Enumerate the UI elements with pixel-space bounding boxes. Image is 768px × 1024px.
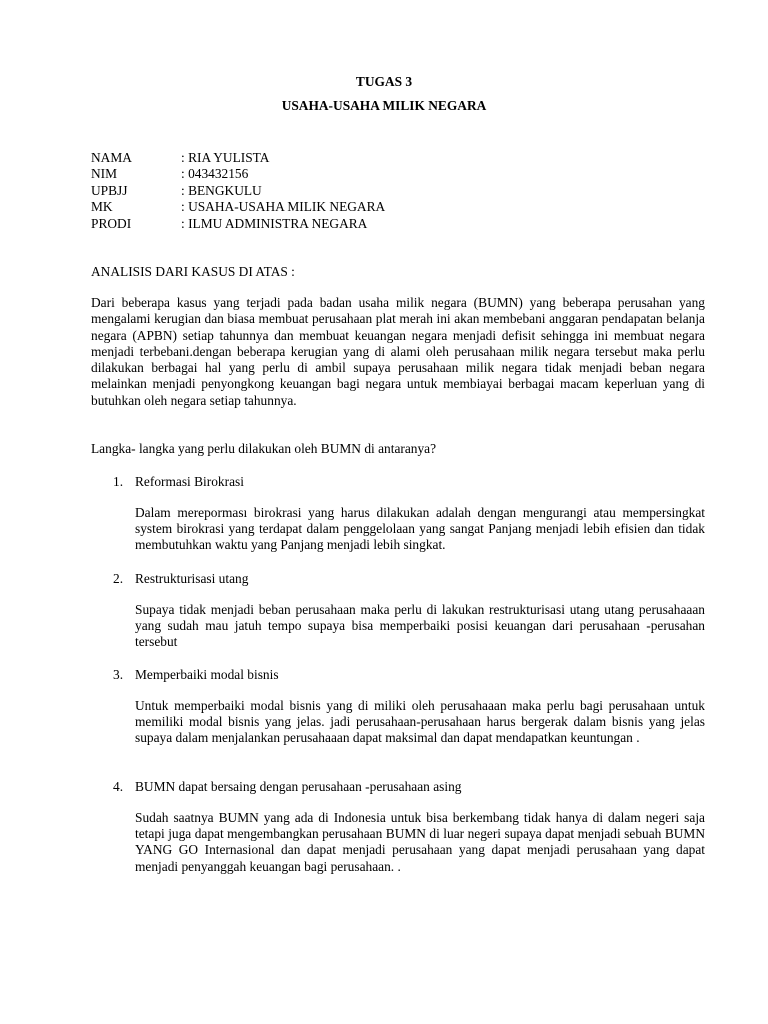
list-item-text-4: Sudah saatnya BUMN yang ada di Indonesia untuk bisa berkembang tidak hanya di dalam negeri saja tetapi juga dapat mengembangkan perusahaan BUMN di luar negeri supaya dapat menjadi sebuah BUMN YANG GO Internasional dan dapat menjadi perusahaan yang dapat menjadi perusahaan yang dapat menjadi penyanggah keuangan bagi perusahaan. . bbox=[135, 810, 705, 874]
list-item-text-2: Supaya tidak menjadi beban perusahaan maka perlu di lakukan restrukturisasi utang utang perusahaaan yang sudah mau jatuh tempo supaya bisa memperbaiki posisi keuangan dari perusahaan -perusahan tersebut bbox=[135, 602, 705, 650]
list-number: 4. bbox=[113, 779, 124, 794]
list-item-heading-4 bbox=[113, 779, 461, 795]
identity-row-nim bbox=[91, 166, 385, 182]
identity-label: MK bbox=[91, 199, 113, 215]
list-item-heading-1 bbox=[113, 474, 244, 490]
identity-value: : BENGKULU bbox=[181, 182, 262, 198]
list-item-heading-3 bbox=[113, 667, 279, 683]
list-number: 3. bbox=[113, 667, 124, 682]
identity-value: : RIA YULISTA bbox=[181, 150, 270, 165]
identity-label: NAMA bbox=[91, 150, 132, 165]
analysis-heading: ANALISIS DARI KASUS DI ATAS : bbox=[91, 264, 295, 279]
identity-row-mk bbox=[91, 199, 385, 215]
identity-row-nama bbox=[91, 150, 385, 166]
list-heading: Restrukturisasi utang bbox=[135, 571, 249, 586]
analysis-paragraph: Dari beberapa kasus yang terjadi pada badan usaha milik negara (BUMN) yang beberapa perusahan yang mengalami kerugian dan biasa membuat perusahaan plat merah ini akan membebani anggaran pendapatan belanja negara (APBN) setiap tahunnya dan membuat keuangan negara menjadi defisit sehingga ini membuat negara menjadi terbebani.dengan beberapa kerugian yang di alami oleh perusahaan milik negara tersebut maka perlu dilakukan berbagai hal yang perlu di ambil supaya perusahaan milik negara tidak menjadi beban negara melainkan menjadi penyongkong keuangan bagi negara untuk membiayai berbagai macam keperluan yang di butuhkan oleh negara setiap tahunnya. bbox=[91, 295, 705, 408]
list-heading: BUMN dapat bersaing dengan perusahaan -perusahaan asing bbox=[135, 779, 462, 794]
identity-value: : ILMU ADMINISTRA NEGARA bbox=[181, 215, 368, 231]
identity-block bbox=[91, 150, 385, 232]
list-heading: Reformasi Birokrasi bbox=[135, 474, 244, 489]
identity-row-prodi bbox=[91, 216, 385, 232]
list-number: 1. bbox=[113, 474, 124, 489]
identity-label: PRODI bbox=[91, 215, 132, 231]
identity-row-upbjj bbox=[91, 183, 385, 199]
identity-label: NIM bbox=[91, 166, 118, 182]
identity-label: UPBJJ bbox=[91, 182, 128, 198]
list-item-text-1: Dalam mereporması birokrasi yang harus dilakukan adalah dengan mengurangi atau mempersingkat system birokrasi yang terdapat dalam penggelolaan yang sangat Panjang menjadi lebih efisien dan tidak membutuhkan waktu yang Panjang menjadi lebih singkat. bbox=[135, 505, 705, 553]
identity-value: : 043432156 bbox=[181, 166, 249, 182]
document-title: TUGAS 3 bbox=[355, 74, 413, 89]
document-subtitle: USAHA-USAHA MILIK NEGARA bbox=[281, 98, 487, 113]
list-item-text-3: Untuk memperbaiki modal bisnis yang di miliki oleh perusahaaan maka perlu bagi perusahaan untuk memiliki modal bisnis yang jelas. jadi perusahaan-perusahaan harus bergerak dalam bisnis yang jelas supaya dalam menjalankan perusahaaan dapat maksimal dan dapat mendapatkan keuntungan . bbox=[135, 698, 705, 746]
steps-intro: Langka- langka yang perlu dilakukan oleh BUMN di antaranya? bbox=[91, 441, 437, 456]
list-heading: Memperbaiki modal bisnis bbox=[135, 667, 279, 682]
list-number: 2. bbox=[113, 571, 124, 586]
identity-value: : USAHA-USAHA MILIK NEGARA bbox=[181, 199, 386, 215]
list-item-heading-2 bbox=[113, 571, 248, 587]
